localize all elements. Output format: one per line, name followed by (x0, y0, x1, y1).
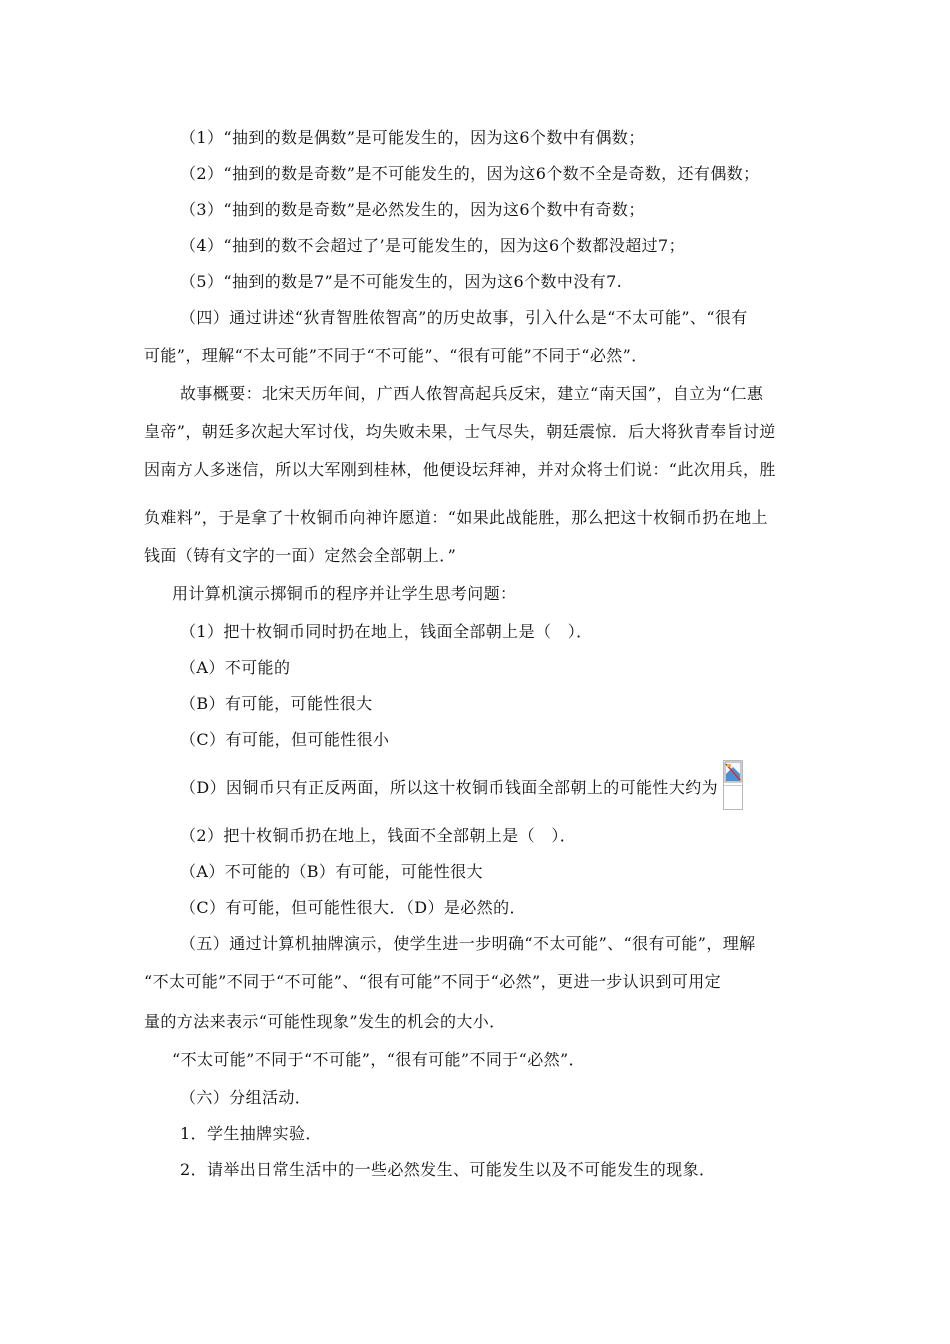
doc-line-9: 皇帝”，朝廷多次起大军讨伐，均失败未果，士气尽失，朝廷震惊．后大将狄青奉旨讨逆 (144, 422, 776, 441)
doc-line-10: 因南方人多迷信，所以大军刚到桂林，他便设坛拜神，并对众将士们说：“此次用兵，胜 (144, 460, 776, 479)
doc-line-2: （2）“抽到的数是奇数”是不可能发生的，因为这6个数不全是奇数，还有偶数； (180, 164, 760, 183)
doc-line-3: （3）“抽到的数是奇数”是必然发生的，因为这6个数中有奇数； (180, 200, 645, 219)
doc-line-14: （1）把十枚铜币同时扔在地上，钱面全部朝上是（ ）． (180, 622, 593, 641)
doc-line-1: （1）“抽到的数是偶数”是可能发生的，因为这6个数中有偶数； (180, 128, 645, 147)
doc-line-21: （C）有可能，但可能性很大．（D）是必然的． (180, 898, 526, 917)
doc-line-26: （六）分组活动． (180, 1088, 312, 1107)
doc-line-5: （5）“抽到的数是7”是不可能发生的，因为这6个数中没有7. (180, 272, 623, 291)
doc-line-8: 故事概要：北宋天历年间，广西人侬智高起兵反宋，建立“南天国”，自立为“仁惠 (180, 384, 764, 403)
doc-line-7: 可能”，理解“不太可能”不同于“不可能”、“很有可能”不同于“必然”． (144, 346, 648, 365)
doc-line-28: 2．请举出日常生活中的一些必然发生、可能发生以及不可能发生的现象． (180, 1160, 716, 1179)
doc-line-19: （2）把十枚铜币扔在地上，钱面不全部朝上是（ ）． (180, 826, 577, 845)
broken-image-icon (724, 761, 742, 783)
doc-line-11: 负难料”，于是拿了十枚铜币向神许愿道：“如果此战能胜，那么把这十枚铜币扔在地上 (144, 508, 768, 527)
doc-line-20: （A）不可能的（B）有可能，可能性很大 (180, 862, 483, 881)
doc-line-6: （四）通过讲述“狄青智胜侬智高”的历史故事，引入什么是“不太可能”、“很有 (180, 308, 748, 327)
doc-line-24: 量的方法来表示“可能性现象”发生的机会的大小． (144, 1012, 506, 1031)
doc-line-23: “不太可能”不同于“不可能”、“很有可能”不同于“必然”，更进一步认识到可用定 (144, 972, 722, 991)
doc-line-27: 1．学生抽牌实验． (180, 1124, 322, 1143)
doc-line-16: （B）有可能，可能性很大 (180, 694, 373, 713)
doc-line-17: （C）有可能，但可能性很小 (180, 730, 390, 749)
doc-line-18: （D）因铜币只有正反两面，所以这十枚铜币钱面全部朝上的可能性大约为 (180, 778, 719, 797)
broken-image-placeholder (723, 760, 743, 810)
doc-line-12: 钱面（铸有文字的一面）定然会全部朝上．” (144, 546, 457, 565)
doc-line-22: （五）通过计算机抽牌演示，使学生进一步明确“不太可能”、“很有可能”，理解 (180, 934, 756, 953)
doc-line-13: 用计算机演示掷铜币的程序并让学生思考问题： (172, 584, 517, 603)
doc-line-25: “不太可能”不同于“不可能”，“很有可能”不同于“必然”． (172, 1050, 586, 1069)
doc-line-4: （4）“抽到的数不会超过了’是可能发生的，因为这6个数都没超过7； (180, 236, 686, 255)
doc-line-15: （A）不可能的 (180, 658, 291, 677)
